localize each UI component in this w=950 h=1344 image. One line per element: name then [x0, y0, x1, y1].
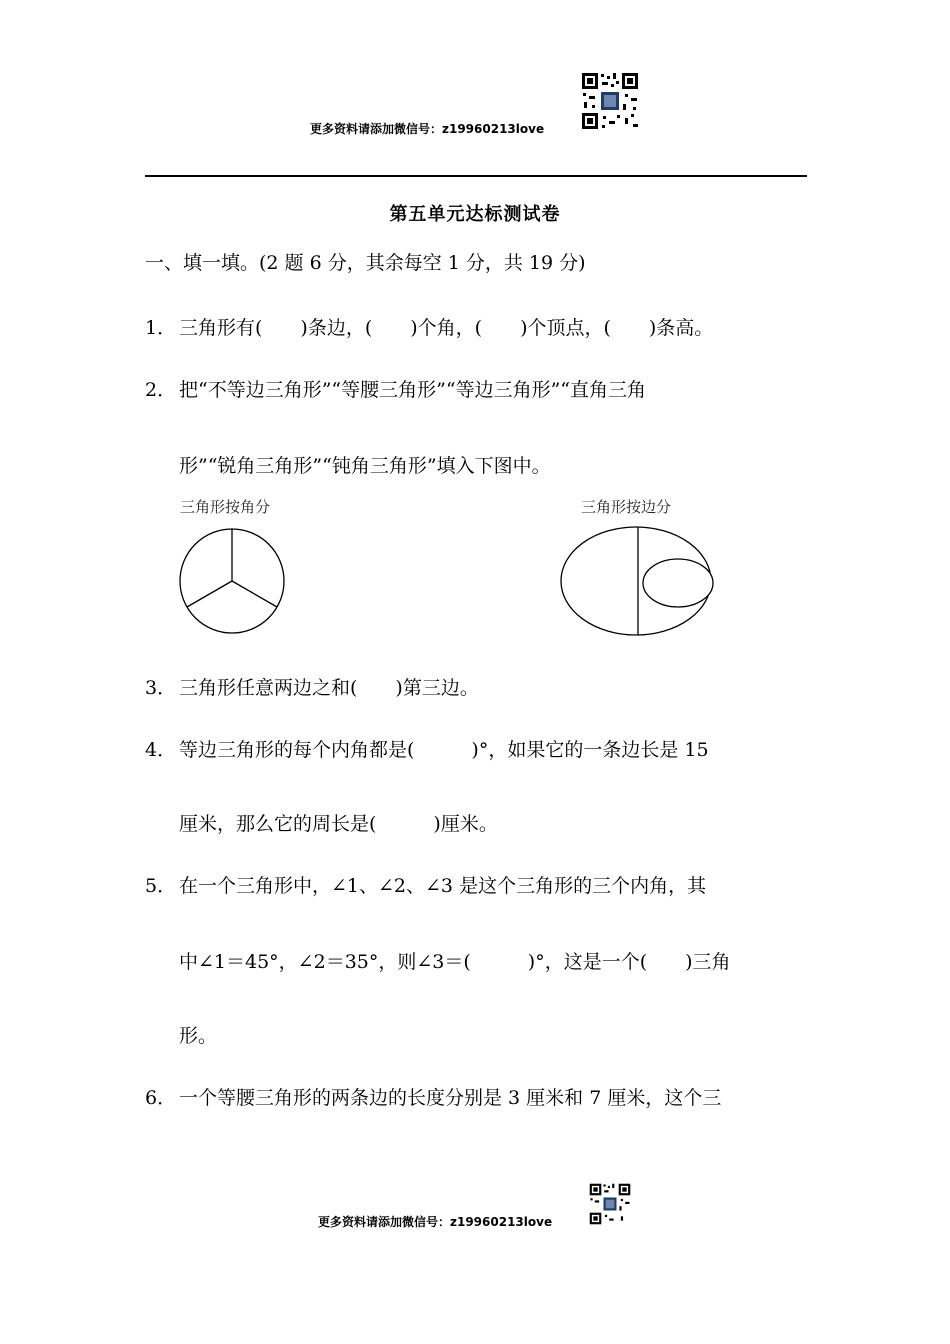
question-1	[145, 313, 713, 340]
header-divider	[145, 175, 807, 177]
page-title: 第五单元达标测试卷	[389, 204, 561, 225]
question-4-line-2: 厘米，那么它的周长是( )厘米。	[179, 813, 498, 835]
question-3	[145, 673, 479, 700]
question-6	[145, 1083, 721, 1110]
question-text: 在一个三角形中，∠1、∠2、∠3 是这个三角形的三个内角，其	[179, 875, 707, 897]
question-text: 三角形任意两边之和( )第三边。	[179, 677, 479, 699]
question-number: 3．	[145, 677, 177, 699]
header-contact-text: 更多资料请添加微信号：z19960213love	[310, 122, 545, 136]
question-number: 6．	[145, 1087, 177, 1109]
question-number: 2．	[145, 379, 177, 401]
angle-classification-diagram	[176, 525, 288, 637]
question-4	[145, 735, 709, 762]
diagram-label-by-side: 三角形按边分	[581, 498, 672, 516]
question-number: 1．	[145, 317, 177, 339]
question-2-line-2: 形”“锐角三角形”“钝角三角形”填入下图中。	[179, 455, 551, 477]
question-5-line-2: 中∠1＝45°，∠2＝35°，则∠3＝( )°，这是一个( )三角	[179, 951, 731, 973]
question-text: 把“不等边三角形”“等腰三角形”“等边三角形”“直角三角	[179, 379, 646, 401]
question-5	[145, 871, 706, 898]
question-5-line-3: 形。	[179, 1025, 218, 1047]
diagram-divider	[232, 581, 277, 607]
diagram-divider	[187, 581, 232, 607]
qr-code-icon	[581, 72, 639, 130]
diagram-inner-ellipse	[643, 559, 713, 607]
question-number: 5．	[145, 875, 177, 897]
question-number: 4．	[145, 739, 177, 761]
question-2	[145, 375, 646, 402]
question-text: 一个等腰三角形的两条边的长度分别是 3 厘米和 7 厘米，这个三	[179, 1087, 722, 1109]
section-heading: 一、填一填。(2 题 6 分，其余每空 1 分，共 19 分)	[145, 252, 586, 274]
qr-code-icon	[589, 1183, 631, 1225]
diagram-label-by-angle: 三角形按角分	[180, 498, 271, 516]
side-classification-diagram	[558, 525, 718, 641]
footer-contact-text: 更多资料请添加微信号：z19960213love	[318, 1215, 553, 1229]
question-text: 三角形有( )条边，( )个角，( )个顶点，( )条高。	[179, 317, 714, 339]
question-text: 等边三角形的每个内角都是( )°，如果它的一条边长是 15	[179, 739, 709, 761]
